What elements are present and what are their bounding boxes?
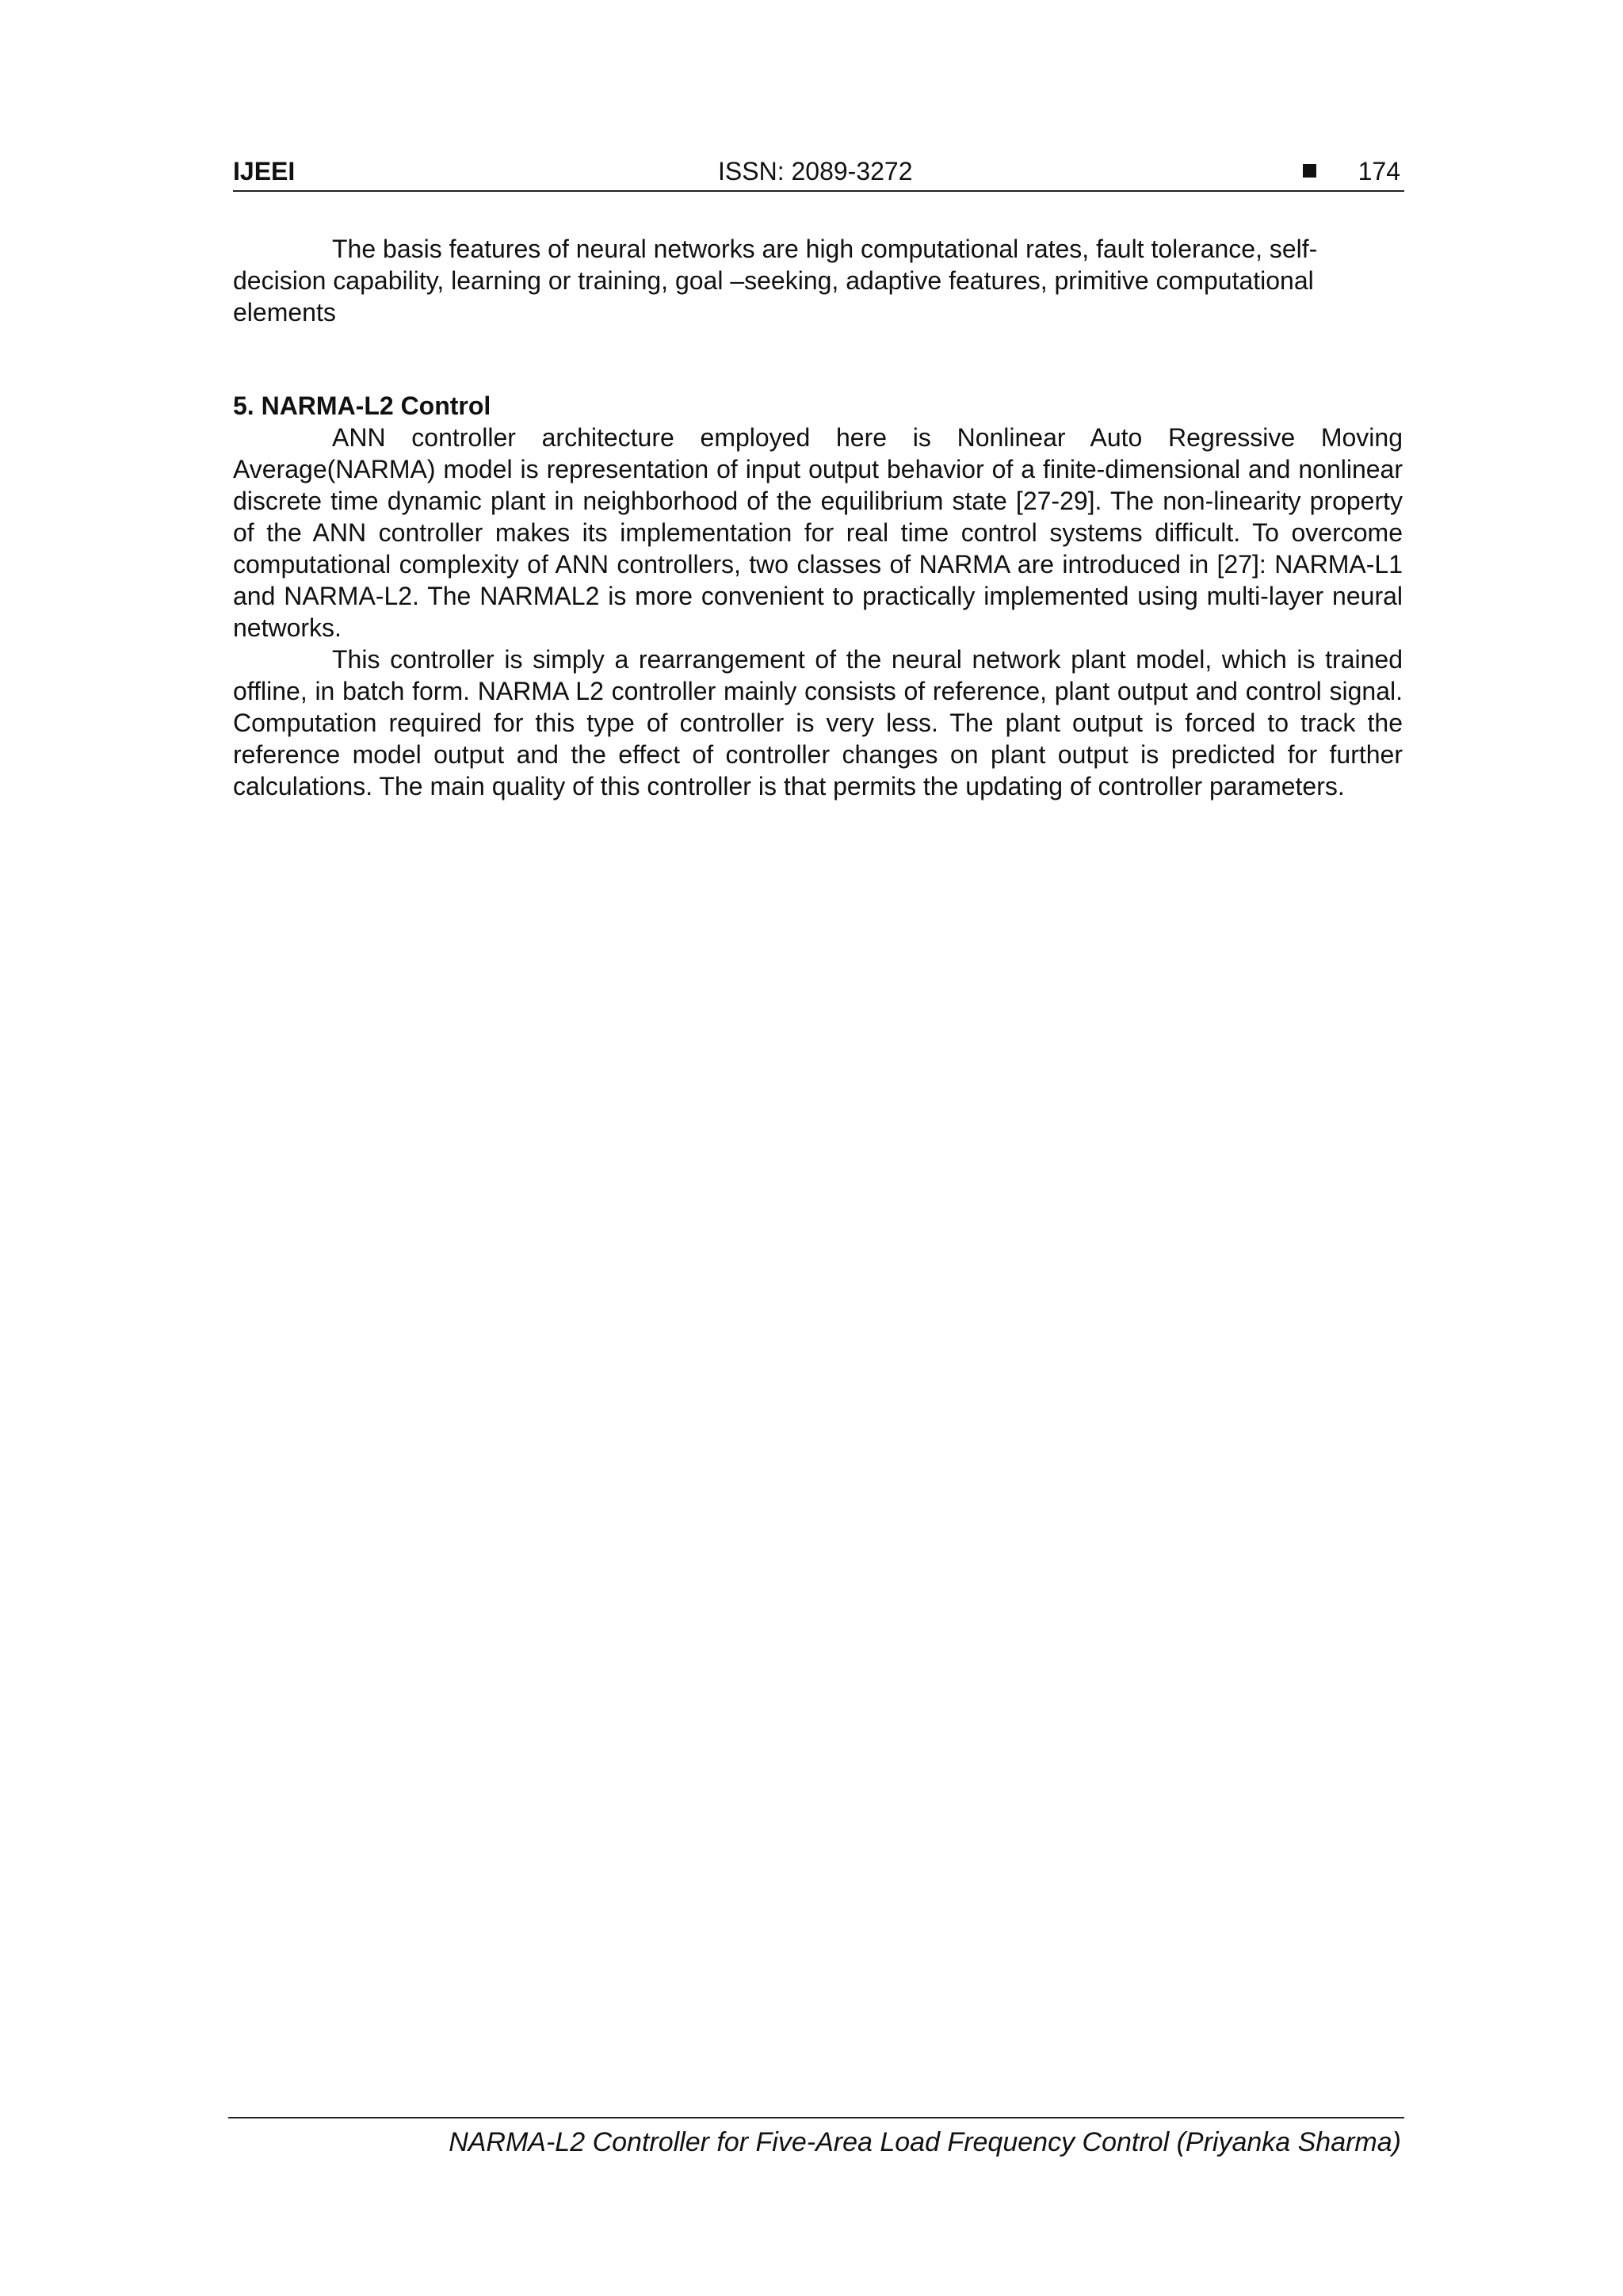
section-heading: 5. NARMA-L2 Control [233, 392, 491, 420]
section-paragraph-2: This controller is simply a rearrangement of the neural network plant model, which is trained offline, in batch form. NARMA L2 controller mainly consists of reference, plant output and control signal. Computation required for this type of controller is very less. The plant output is forced to track the reference model output and the effect of controller changes on plant output is predicted for further calculations. The main quality of this controller is that permits the updating of controller parameters. [233, 645, 1403, 800]
running-title: NARMA-L2 Controller for Five-Area Load Frequency Control (Priyanka Sharma) [449, 2127, 1401, 2157]
page-number: 174 [1358, 157, 1400, 185]
intro-block [233, 233, 1403, 328]
section-paragraph-1: ANN controller architecture employed here is Nonlinear Auto Regressive Moving Average(NARMA) model is representation of input output behavior of a finite-dimensional and nonlinear discrete time dynamic plant in neighborhood of the equilibrium state [27-29]. The non-linearity property of the ANN controller makes its implementation for real time control systems difficult. To overcome computational complexity of ANN controllers, two classes of NARMA are introduced in [27]: NARMA-L1 and NARMA-L2. The NARMAL2 is more convenient to practically implemented using multi-layer neural networks. [233, 423, 1403, 642]
section-narma-l2 [233, 390, 1403, 802]
page-header [233, 155, 1404, 192]
journal-name: IJEEI [233, 157, 296, 185]
issn-label: ISSN: 2089-3272 [718, 157, 913, 185]
square-bullet-icon [1303, 164, 1316, 178]
page-footer [228, 2117, 1404, 2160]
intro-paragraph: The basis features of neural networks are high computational rates, fault tolerance, self-decision capability, learning or training, goal –seeking, adaptive features, primitive computational elements [233, 235, 1318, 327]
